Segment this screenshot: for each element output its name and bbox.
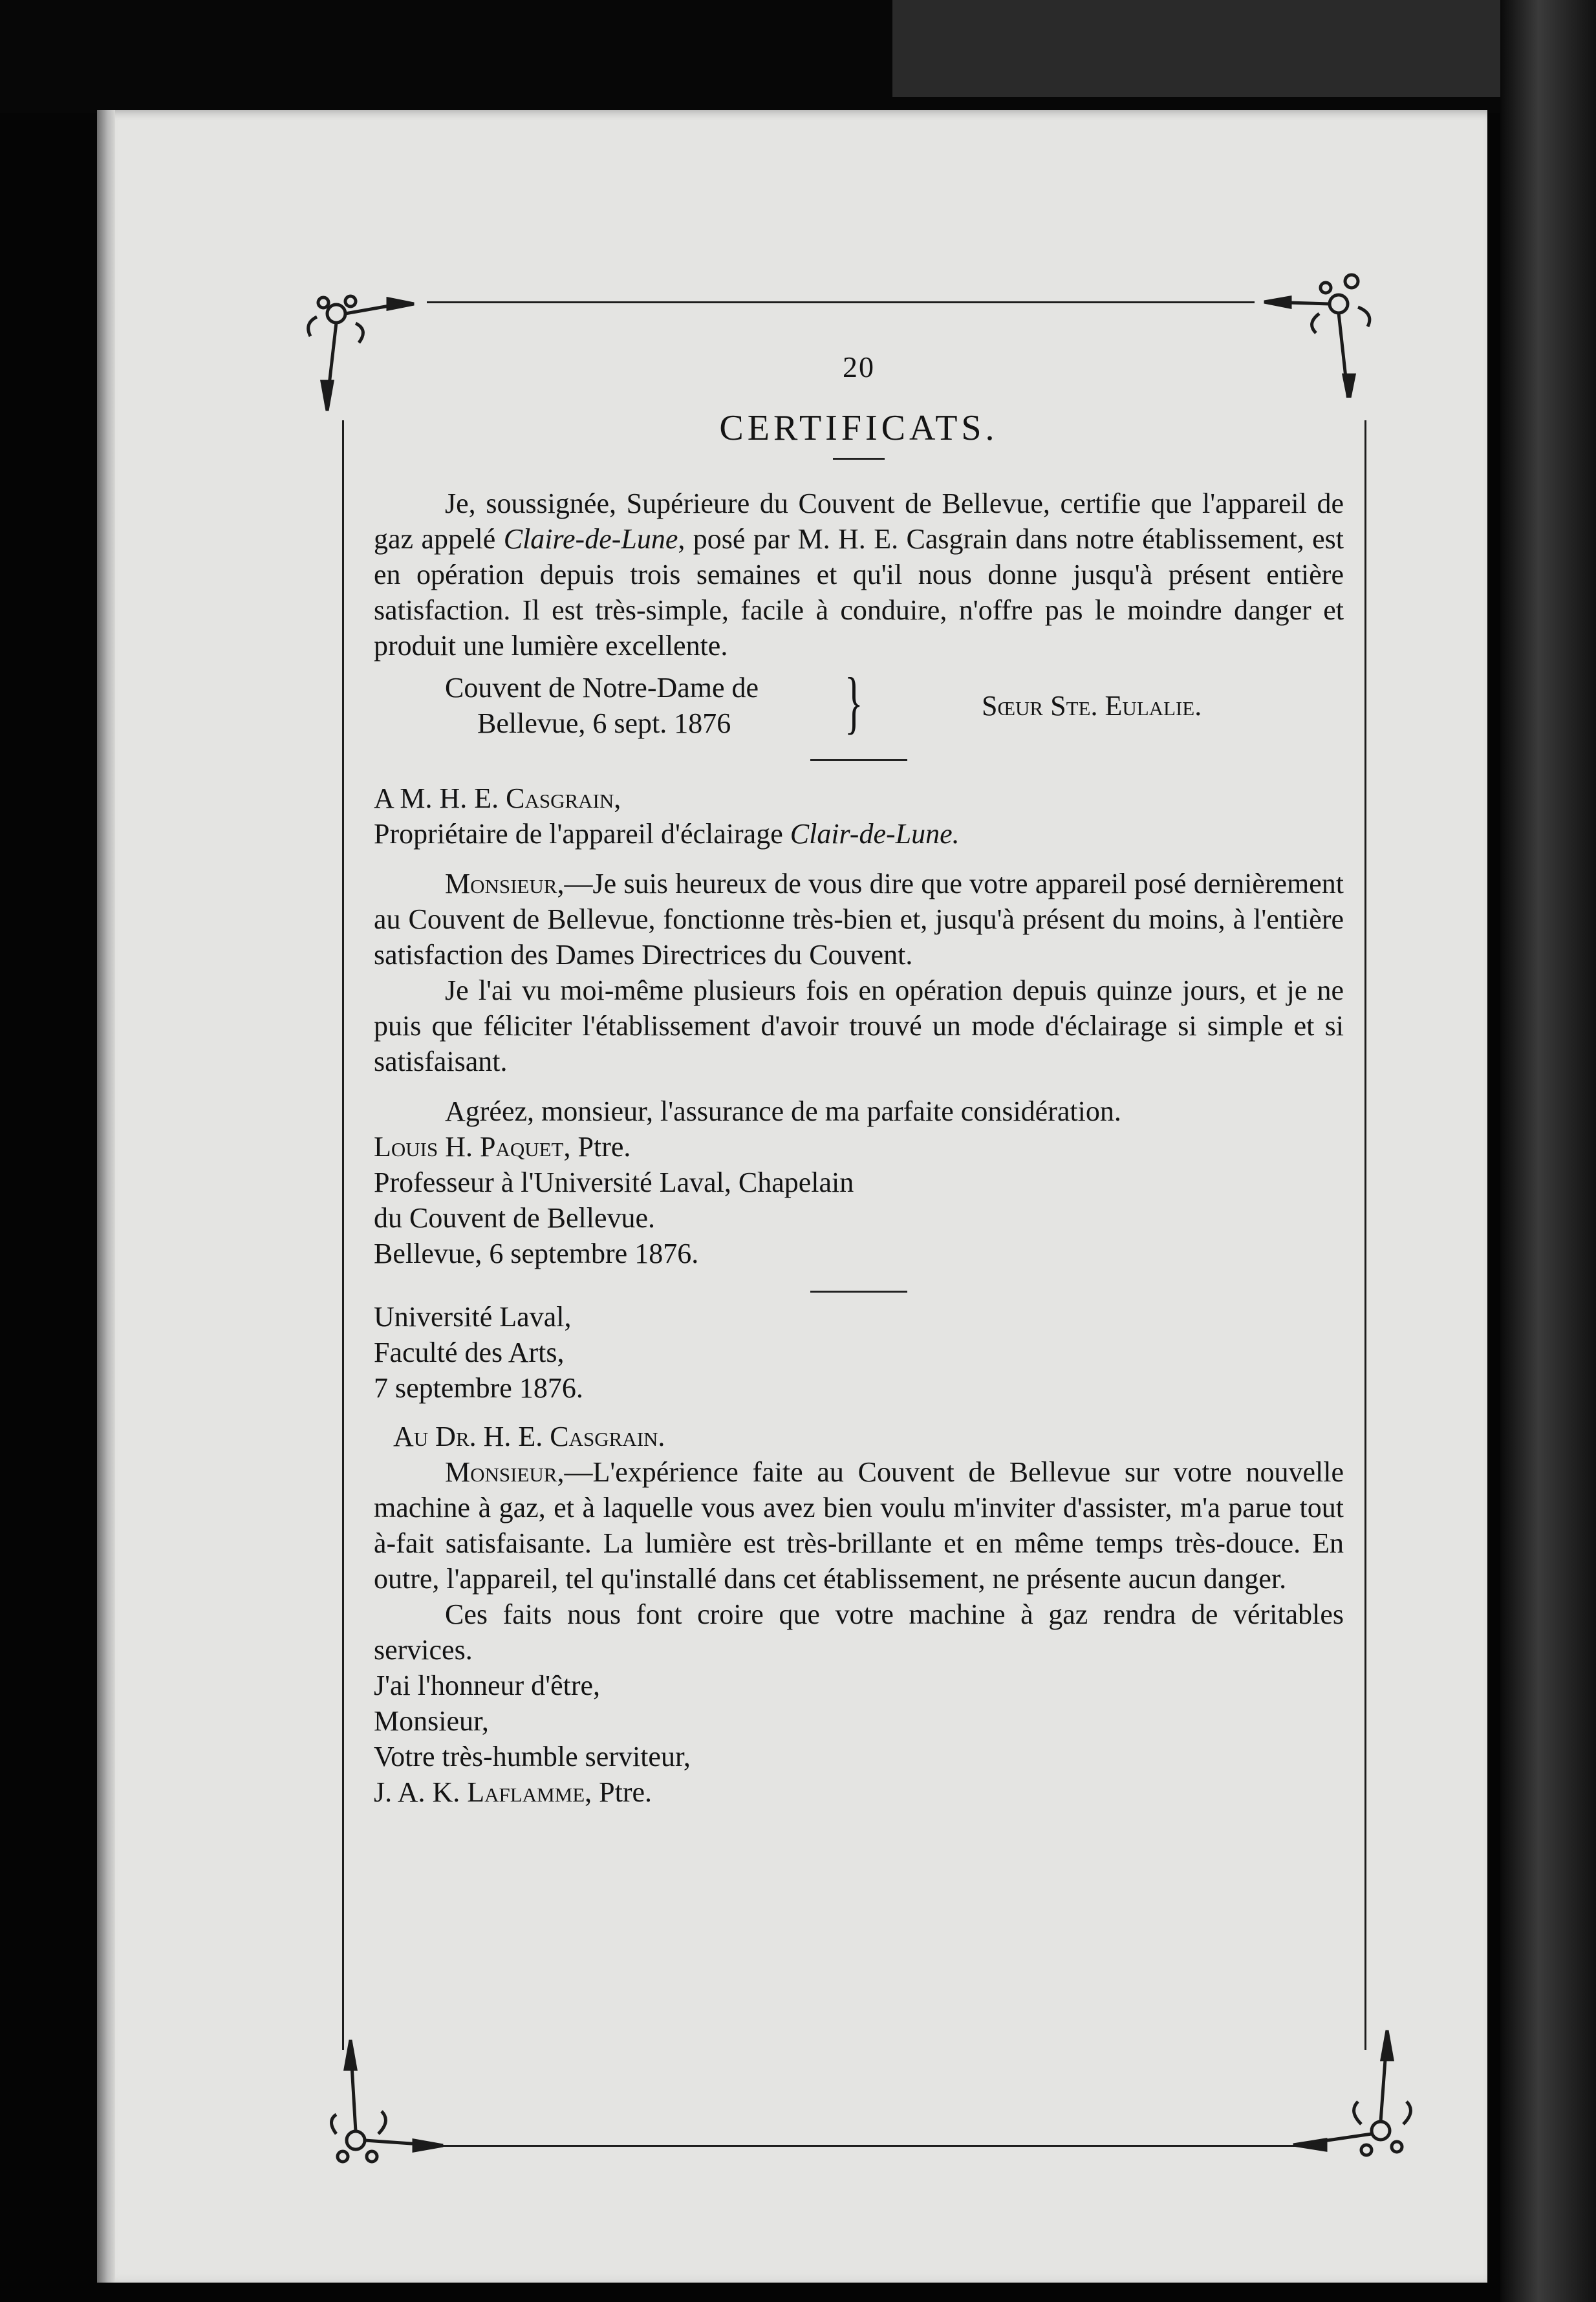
certificate-3-closing-line1: J'ai l'honneur d'être,: [374, 1670, 601, 1701]
frame-top-line: [427, 301, 1255, 303]
certificate-2-address-prefix: Propriétaire de l'appareil d'éclairage: [374, 818, 790, 850]
certificate-3-header-line2: Faculté des Arts,: [374, 1337, 565, 1368]
certificate-2-signature-name: Louis H. Paquet: [374, 1131, 564, 1163]
certificate-1-body: [374, 486, 1344, 663]
certificate-1-body-part2: , posé par M. H. E. Casgrain dans notre établissement, est en opération depuis trois semaines et qu'il nous donne jusqu'à présent entière satisfaction. Il est très-simple, facile à conduire, n'offre pas le moindre danger et produit une lumière excellente.: [374, 523, 1344, 662]
heading-rule: [833, 458, 885, 460]
certificate-3-paragraph-1: [374, 1454, 1344, 1597]
certificate-1-product-name: Claire-de-Lune: [503, 523, 678, 555]
certificate-3-closing-line2: Monsieur,: [374, 1705, 489, 1737]
certificate-1-signature-block: [374, 664, 1344, 748]
certificate-1-body-part1: Je, soussignée, Supérieure du Couvent de Bellevue, certifie que l'appareil de gaz appelé: [374, 488, 1344, 555]
certificate-3-signature-name: J. A. K. Laflamme: [374, 1776, 585, 1808]
certificate-2-title-line1: Professeur à l'Université Laval, Chapelain: [374, 1167, 854, 1198]
separator-rule-1: [810, 759, 907, 761]
certificate-3-header-line3: 7 septembre 1876.: [374, 1372, 583, 1404]
certificate-3-signature-suffix: , Ptre.: [585, 1776, 652, 1808]
certificate-2-closing: Agréez, monsieur, l'assurance de ma parfaite considération.: [445, 1095, 1121, 1127]
certificate-3-salutation: Monsieur,: [445, 1456, 565, 1488]
page-number: 20: [843, 350, 875, 383]
certificate-1-brace: }: [845, 664, 863, 741]
separator-rule-2: [810, 1291, 907, 1293]
certificate-2-salutation: Monsieur,: [445, 868, 565, 899]
certificate-2-paragraph-1-text: —Je suis heureux de vous dire que votre appareil posé dernièrement au Couvent de Bellevue, fonctionne très-bien et, jusqu'à présent du moins, à l'entière satisfaction des Dames Directrices du Couvent.: [374, 868, 1344, 971]
certificate-3-paragraph-1-text: —L'expérience faite au Couvent de Bellevue sur votre nouvelle machine à gaz, et à laquelle vous avez bien voulu m'inviter d'assister, m'a parue tout à-fait satisfaisante. La lumière est très-brillante et en même temps très-douce. En outre, l'appareil, tel qu'installé dans cet établissement, ne présente aucun danger.: [374, 1456, 1344, 1595]
scan-background-strip: [892, 0, 1513, 97]
certificate-2-product-name: Clair-de-Lune.: [790, 818, 960, 850]
fleuron-corner-bottom-left-icon: [317, 2037, 453, 2173]
certificate-2-paragraph-2: Je l'ai vu moi-même plusieurs fois en opération depuis quinze jours, et je ne puis que féliciter l'établissement d'avoir trouvé un mode d'éclairage si simple et si satisfaisant.: [374, 974, 1344, 1077]
certificate-2-address: A M. H. E. Casgrain,: [374, 782, 621, 814]
certificate-1-place-line1: Couvent de Notre-Dame de: [445, 672, 759, 704]
certificate-2-signature: [374, 1129, 1344, 1165]
certificate-2-paragraph-1: [374, 866, 1344, 973]
frame-right-line: [1364, 420, 1366, 2050]
certificate-3-paragraph-2: Ces faits nous font croire que votre machine à gaz rendra de véritables services.: [374, 1598, 1344, 1666]
certificate-1-signature: Sœur Ste. Eulalie.: [982, 690, 1202, 722]
certificate-3-signature: [374, 1774, 1344, 1810]
certificate-3-address: Au Dr. H. E. Casgrain.: [393, 1421, 665, 1452]
page-text: [374, 349, 1344, 1810]
certificate-2-title-line2: du Couvent de Bellevue.: [374, 1202, 656, 1234]
certificate-3-header-line1: Université Laval,: [374, 1301, 572, 1333]
book-edge-right: [1500, 0, 1596, 2302]
certificate-2-address-line2: [374, 816, 1344, 852]
certificate-2-place-date: Bellevue, 6 septembre 1876.: [374, 1238, 699, 1269]
page-gutter-shadow: [97, 110, 115, 2283]
frame-left-line: [342, 420, 344, 2050]
page-heading: CERTIFICATS.: [719, 408, 998, 448]
frame-bottom-line: [427, 2145, 1300, 2147]
fleuron-corner-bottom-right-icon: [1290, 2027, 1426, 2163]
certificate-3-closing-line3: Votre très-humble serviteur,: [374, 1741, 691, 1772]
certificate-1-place-line2: Bellevue, 6 sept. 1876: [477, 707, 731, 739]
certificate-2-signature-suffix: , Ptre.: [563, 1131, 631, 1163]
